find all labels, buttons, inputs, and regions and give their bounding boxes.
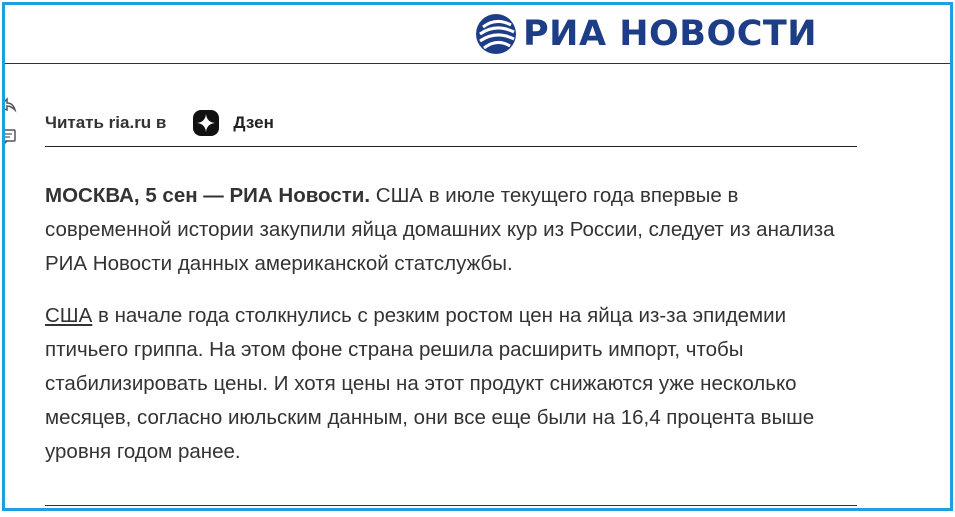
article-bottom-divider	[45, 505, 857, 506]
dzen-service-name: Дзен	[233, 113, 274, 132]
read-in-label: Читать ria.ru в	[45, 113, 167, 132]
share-icon[interactable]	[2, 95, 17, 115]
read-in-dzen-link[interactable]	[45, 100, 857, 146]
site-header	[5, 5, 950, 63]
header-divider	[5, 63, 950, 64]
usa-tag-link[interactable]: США	[45, 304, 93, 327]
comment-icon[interactable]	[2, 127, 17, 147]
dzen-divider	[45, 146, 857, 147]
logo-text: РИА НОВОСТИ	[523, 13, 818, 54]
article-lead: МОСКВА, 5 сен — РИА Новости.	[45, 184, 371, 207]
article-body	[45, 179, 857, 487]
page-frame	[2, 2, 953, 511]
paragraph-2-text: в начале года столкнулись с резким ростом цен на яйца из-за эпидемии птичьего гриппа. На этом фоне страна решила расширить импорт, чтобы стабилизировать цены. И хотя цены на этот продукт снижаются уже несколько месяцев, согласно июльским данным, они все еще были на 16,4 процента выше уровня годом ранее.	[45, 304, 815, 463]
side-toolbar	[2, 95, 17, 159]
dzen-star-icon	[193, 110, 219, 136]
paragraph-1-text: США в июле текущего года впервые в современной истории закупили яйца домашних кур из России, следует из анализа РИА Новости данных американской статслужбы.	[45, 184, 835, 275]
article-paragraph-1	[45, 179, 857, 281]
article-paragraph-2	[45, 299, 857, 469]
ria-globe-icon	[475, 13, 517, 55]
ria-logo[interactable]	[475, 11, 817, 57]
